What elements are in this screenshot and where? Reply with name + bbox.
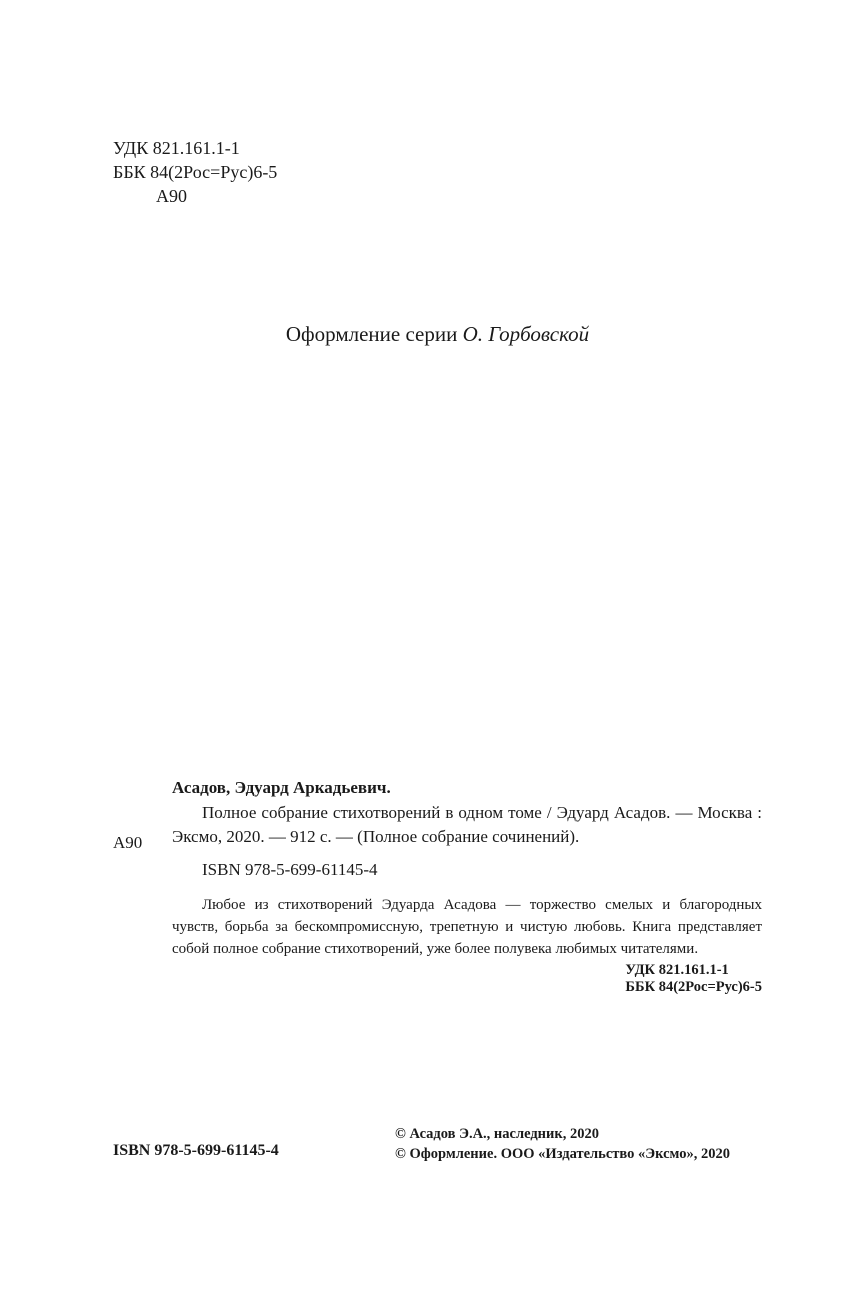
- series-prefix: Оформление серии: [285, 322, 463, 346]
- udk-code: УДК 821.161.1-1: [113, 138, 240, 158]
- catalog-annotation: Любое из стихотворений Эдуарда Асадова — торжество смелых и благородных чувств, борьба за бескомпромиссную, трепетную и чистую любовь. Книга представляет собой полное собрание стихотворений, уже более полувека любимых читателями.: [172, 897, 762, 957]
- catalog-classification: [172, 962, 762, 996]
- catalog-description: Полное собрание стихотворений в одном томе / Эдуард Асадов. — Москва : Эксмо, 2020. — 912 с. — (Полное собрание сочинений).: [172, 802, 762, 846]
- author-mark: А90: [156, 186, 187, 206]
- catalog-bbk: ББК 84(2Рос=Рус)6-5: [625, 979, 762, 995]
- series-designer: О. Горбовской: [462, 322, 590, 346]
- copyright-author: © Асадов Э.А., наследник, 2020: [395, 1126, 599, 1142]
- catalog-author-mark: А90: [113, 833, 143, 852]
- footer-isbn: ISBN 978-5-699-61145-4: [113, 1142, 279, 1159]
- catalog-isbn: ISBN 978-5-699-61145-4: [202, 859, 378, 879]
- classification-block: [113, 136, 277, 208]
- bbk-code: ББК 84(2Рос=Рус)6-5: [113, 162, 278, 182]
- catalog-udk: УДК 821.161.1-1: [625, 962, 729, 978]
- copyright-design: © Оформление. ООО «Издательство «Эксмо», 2020: [395, 1146, 730, 1162]
- copyright-block: [395, 1124, 730, 1164]
- catalog-author: Асадов, Эдуард Аркадьевич.: [172, 778, 391, 797]
- catalog-card: [172, 776, 762, 996]
- series-design-credit: [0, 320, 845, 348]
